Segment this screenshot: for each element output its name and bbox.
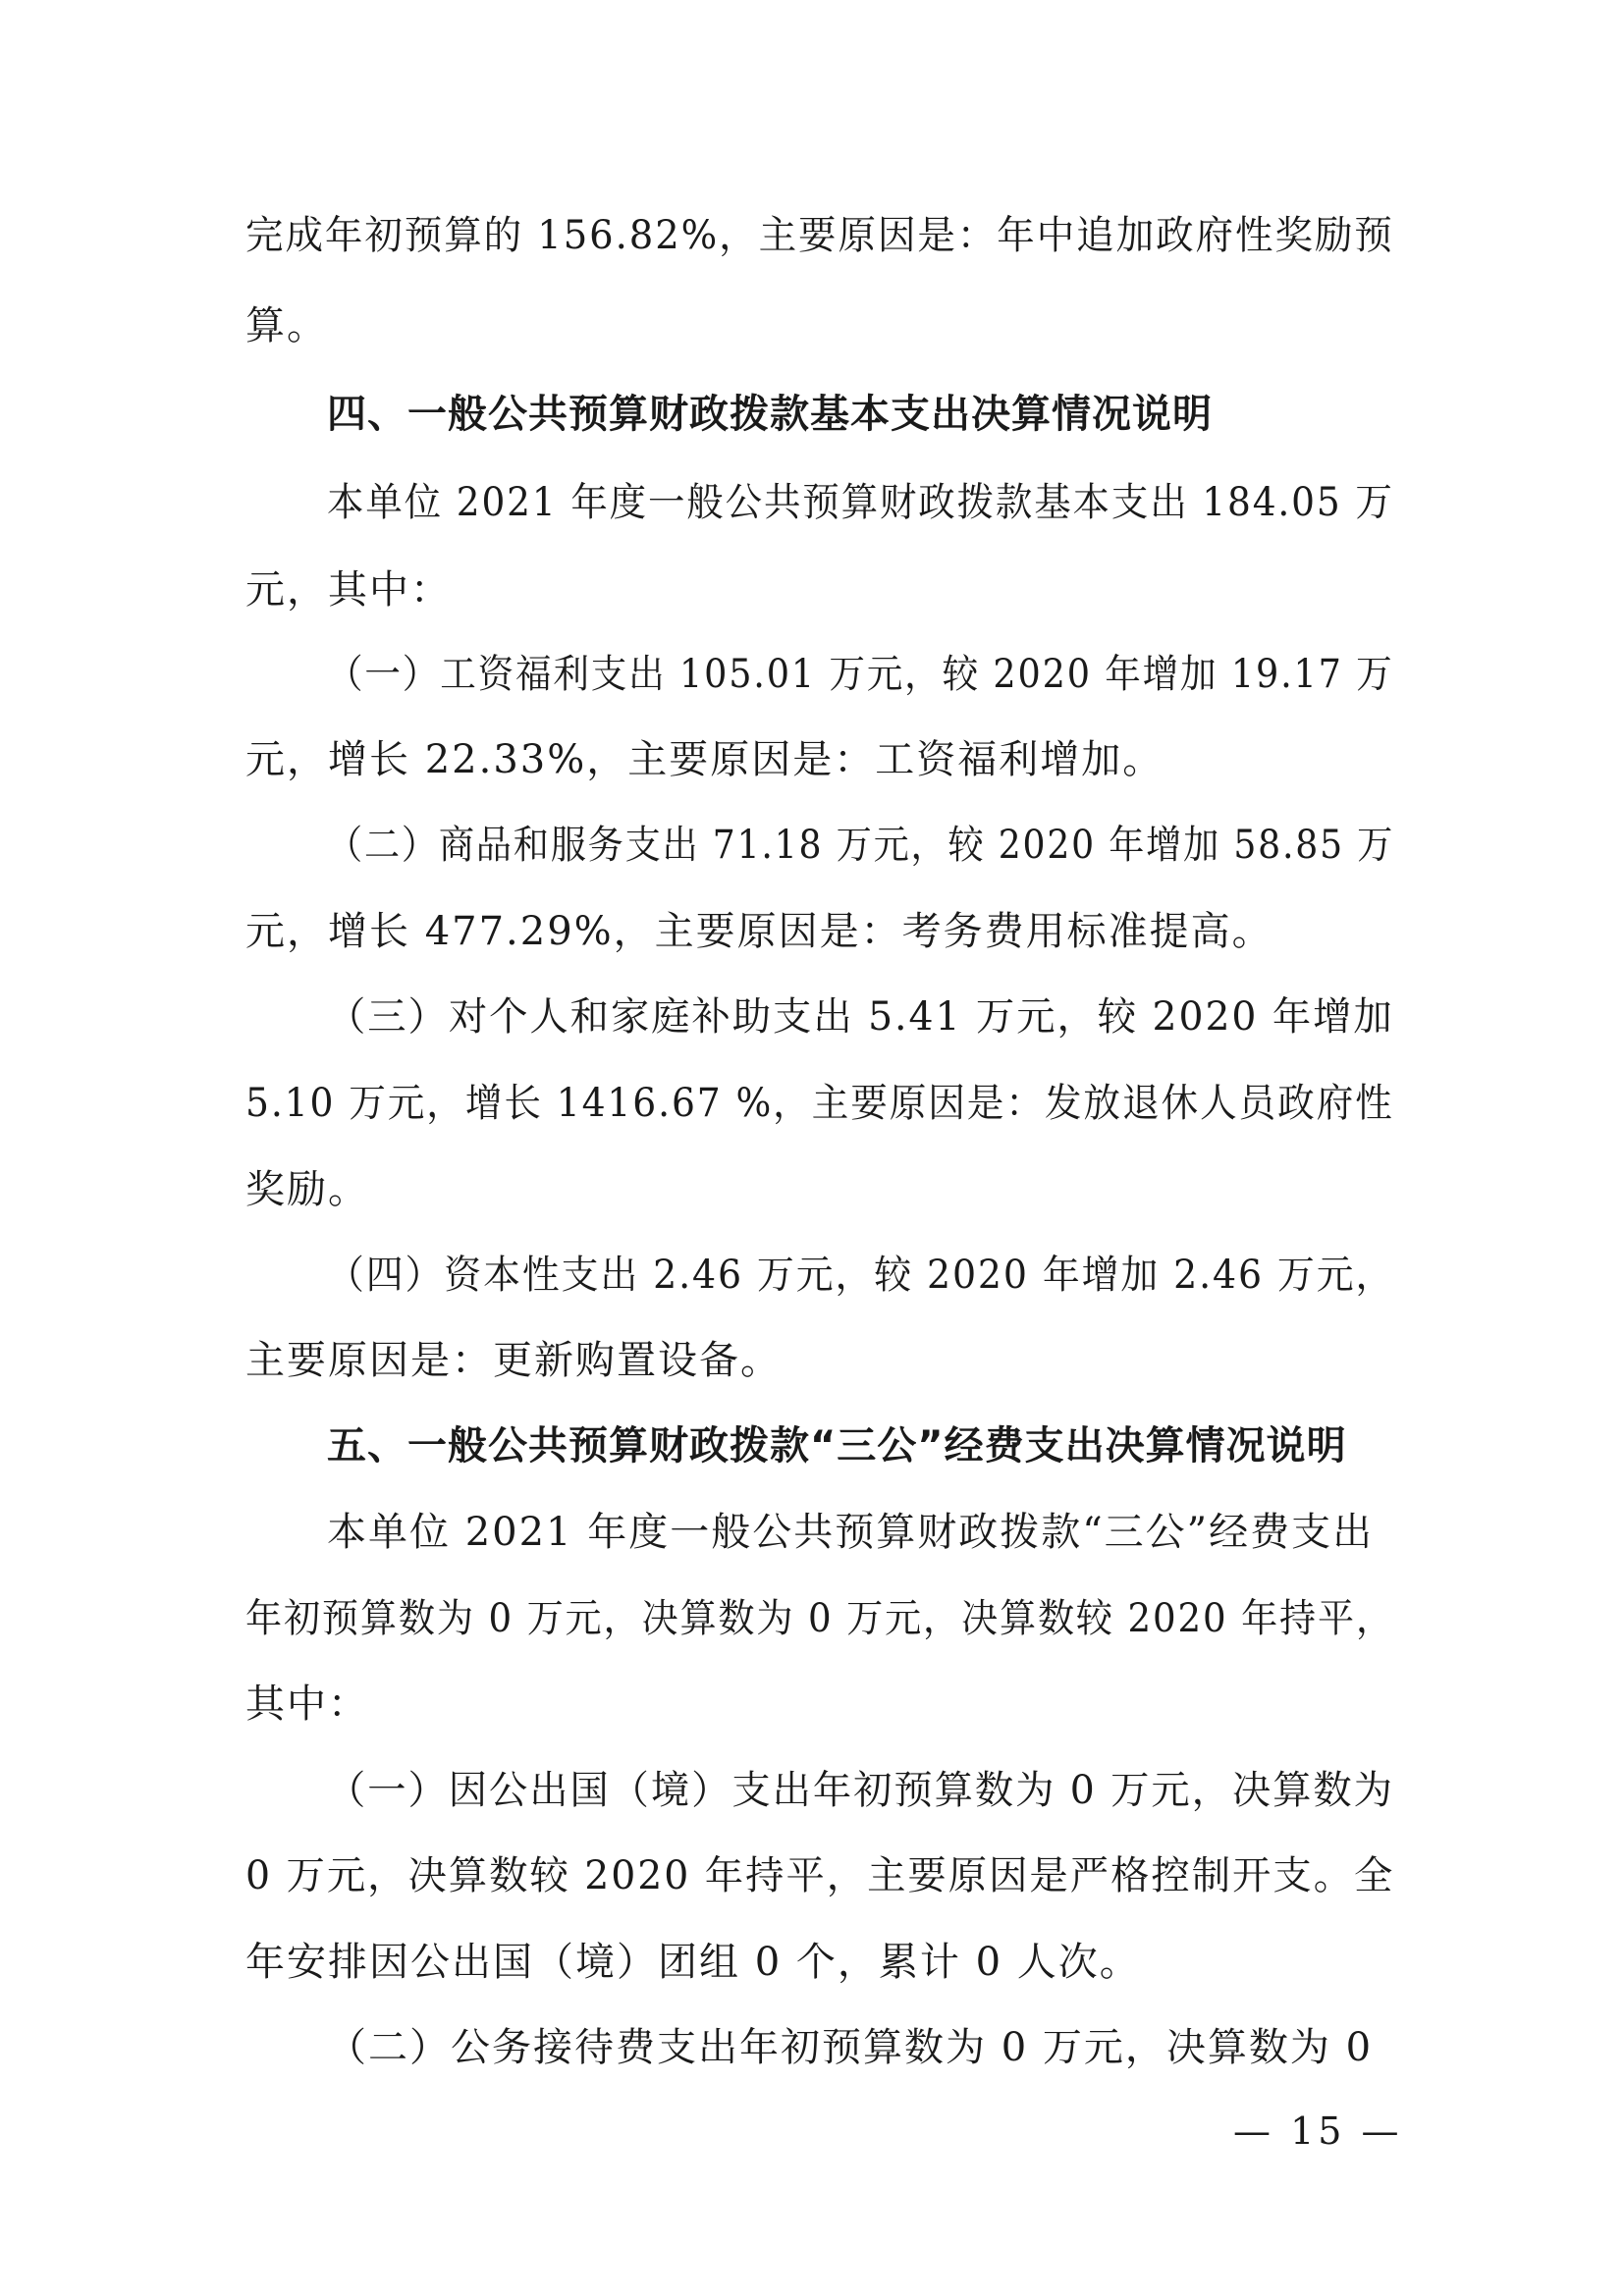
- page-number: — 15 —: [1233, 2109, 1403, 2153]
- section-heading: 四、一般公共预算财政拨款基本支出决算情况说明: [327, 392, 1213, 437]
- text-line: 年安排因公出国（境）团组 0 个，累计 0 人次。: [245, 1940, 1141, 1985]
- text-line: 本单位 2021 年度一般公共预算财政拨款基本支出 184.05 万: [327, 480, 1394, 525]
- text-line: （二）商品和服务支出 71.18 万元，较 2020 年增加 58.85 万: [327, 823, 1395, 868]
- text-line: 0 万元，决算数较 2020 年持平，主要原因是严格控制开支。全: [245, 1853, 1395, 1898]
- text-line: 元，增长 477.29%，主要原因是：考务费用标准提高。: [245, 909, 1273, 954]
- text-line: （三）对个人和家庭补助支出 5.41 万元，较 2020 年增加: [327, 994, 1394, 1040]
- text-line: 主要原因是：更新购置设备。: [245, 1338, 782, 1383]
- text-line: 算。: [245, 303, 328, 348]
- text-line: 5.10 万元，增长 1416.67 %，主要原因是：发放退休人员政府性: [245, 1081, 1394, 1126]
- text-line: （二）公务接待费支出年初预算数为 0 万元，决算数为 0: [327, 2025, 1374, 2070]
- text-line: 奖励。: [245, 1167, 369, 1212]
- text-line: 本单位 2021 年度一般公共预算财政拨款“三公”经费支出: [327, 1510, 1375, 1555]
- text-line: 其中：: [245, 1682, 369, 1727]
- text-line: （四）资本性支出 2.46 万元，较 2020 年增加 2.46 万元，: [327, 1253, 1395, 1298]
- text-line: 元，增长 22.33%，主要原因是：工资福利增加。: [245, 737, 1164, 782]
- text-line: 年初预算数为 0 万元，决算数为 0 万元，决算数较 2020 年持平，: [245, 1596, 1394, 1641]
- section-heading: 五、一般公共预算财政拨款“三公”经费支出决算情况说明: [327, 1423, 1347, 1468]
- text-line: （一）因公出国（境）支出年初预算数为 0 万元，决算数为: [327, 1768, 1394, 1813]
- text-line: 元，其中：: [245, 567, 452, 613]
- text-line: 完成年初预算的 156.82%，主要原因是：年中追加政府性奖励预: [245, 213, 1394, 258]
- text-line: （一）工资福利支出 105.01 万元，较 2020 年增加 19.17 万: [327, 652, 1394, 697]
